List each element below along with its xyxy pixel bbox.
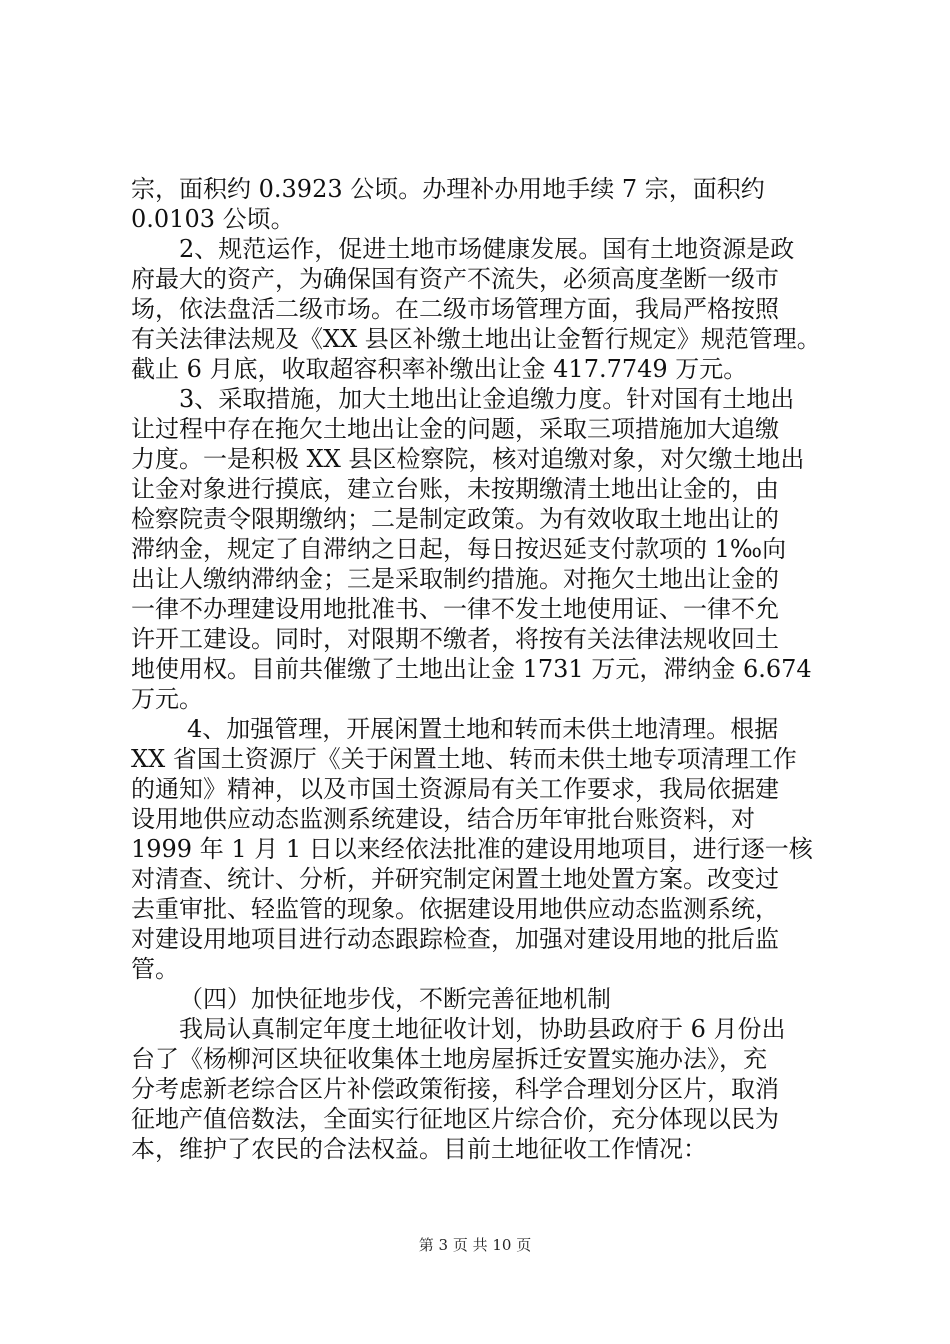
text-line: 1999 年 1 月 1 日以来经依法批准的建设用地项目，进行逐一核 (131, 835, 813, 863)
text-line: 去重审批、轻监管的现象。依据建设用地供应动态监测系统， (131, 895, 779, 923)
text-line: 分考虑新老综合区片补偿政策衔接，科学合理划分区片，取消 (131, 1075, 779, 1103)
text-line: 的通知》精神，以及市国土资源局有关工作要求，我局依据建 (131, 775, 779, 803)
page-footer: 第 3 页 共 10 页 (418, 1236, 532, 1254)
text-line: 设用地供应动态监测系统建设，结合历年审批台账资料，对 (131, 805, 755, 833)
text-line: 0.0103 公顷。 (131, 205, 295, 233)
text-line: 我局认真制定年度土地征收计划，协助县政府于 6 月份出 (179, 1015, 786, 1043)
text-line: 对建设用地项目进行动态跟踪检查，加强对建设用地的批后监 (131, 925, 779, 953)
text-line: 截止 6 月底，收取超容积率补缴出让金 417.7749 万元。 (131, 355, 748, 383)
text-line: 管。 (131, 955, 179, 983)
text-line: 府最大的资产，为确保国有资产不流失，必须高度垄断一级市 (131, 265, 779, 293)
text-line: XX 省国土资源厅《关于闲置土地、转而未供土地专项清理工作 (131, 745, 797, 773)
text-line: 有关法律法规及《XX 县区补缴土地出让金暂行规定》规范管理。 (131, 325, 821, 353)
text-line: 3、采取措施，加大土地出让金追缴力度。针对国有土地出 (179, 385, 795, 413)
text-line: 许开工建设。同时，对限期不缴者，将按有关法律法规收回土 (131, 625, 779, 653)
text-line: 一律不办理建设用地批准书、一律不发土地使用证、一律不允 (131, 595, 779, 623)
text-line: 4、加强管理，开展闲置土地和转而未供土地清理。根据 (187, 715, 779, 743)
text-line: 本，维护了农民的合法权益。目前土地征收工作情况： (131, 1135, 707, 1163)
text-line: 场，依法盘活二级市场。在二级市场管理方面，我局严格按照 (131, 295, 779, 323)
text-line: 让金对象进行摸底，建立台账，未按期缴清土地出让金的，由 (131, 475, 779, 503)
text-line: 滞纳金，规定了自滞纳之日起，每日按迟延支付款项的 1‰向 (131, 535, 787, 563)
text-line: 台了《杨柳河区块征收集体土地房屋拆迁安置实施办法》，充 (131, 1045, 767, 1073)
text-line: 地使用权。目前共催缴了土地出让金 1731 万元，滞纳金 6.674 (131, 655, 812, 683)
text-line: 检察院责令限期缴纳；二是制定政策。为有效收取土地出让的 (131, 505, 779, 533)
text-line: 万元。 (131, 685, 203, 713)
text-line: 征地产值倍数法，全面实行征地区片综合价，充分体现以民为 (131, 1105, 779, 1133)
text-line: 对清查、统计、分析，并研究制定闲置土地处置方案。改变过 (131, 865, 779, 893)
text-line: （四）加快征地步伐，不断完善征地机制 (179, 985, 611, 1013)
body-text (131, 174, 831, 1164)
text-line: 2、规范运作，促进土地市场健康发展。国有土地资源是政 (179, 235, 795, 263)
text-line: 宗，面积约 0.3923 公顷。办理补办用地手续 7 宗，面积约 (131, 175, 765, 203)
text-line: 出让人缴纳滞纳金；三是采取制约措施。对拖欠土地出让金的 (131, 565, 779, 593)
text-line: 让过程中存在拖欠土地出让金的问题，采取三项措施加大追缴 (131, 415, 779, 443)
text-line: 力度。一是积极 XX 县区检察院，核对追缴对象，对欠缴土地出 (131, 445, 805, 473)
